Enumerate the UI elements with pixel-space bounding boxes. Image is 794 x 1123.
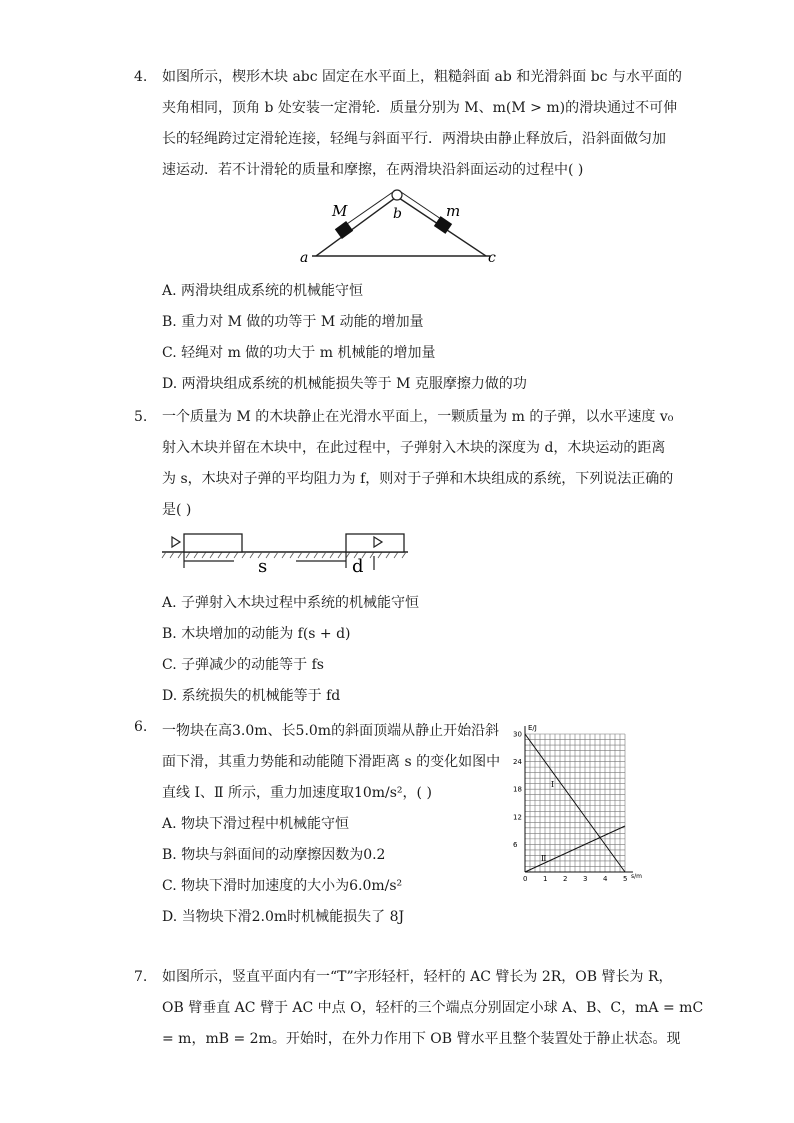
option-a: A. 物块下滑过程中机械能守恒: [162, 816, 350, 832]
y-tick-label: 30: [513, 730, 522, 739]
option-d: D. 系统损失的机械能等于 fd: [162, 688, 341, 704]
rope-left: [344, 192, 393, 226]
label-d: d: [352, 556, 364, 577]
question-number: 6.: [134, 719, 148, 735]
question-text-line: = m，mB = 2m。开始时，在外力作用下 OB 臂水平且整个装置处于静止状态。现: [162, 1031, 681, 1047]
option-b: B. 木块增加的动能为 f(s + d): [162, 626, 351, 642]
x-axis-label: s/m: [631, 873, 642, 880]
x-tick-label: 1: [543, 875, 548, 883]
question-text-line: 长的轻绳跨过定滑轮连接，轻绳与斜面平行．两滑块由静止释放后，沿斜面做匀加: [162, 131, 666, 147]
ground-hatch: [162, 552, 406, 558]
option-b: B. 物块与斜面间的动摩擦因数为0.2: [162, 847, 386, 863]
slope-ab: [316, 198, 395, 256]
y-tick-label: 18: [513, 785, 522, 794]
rope-right: [401, 192, 441, 219]
question-text-line: 面下滑，其重力势能和动能随下滑距离 s 的变化如图中: [162, 754, 501, 770]
question-text-line: 速运动．若不计滑轮的质量和摩擦，在两滑块沿斜面运动的过程中( ): [162, 162, 584, 178]
question-number: 7.: [134, 969, 148, 985]
x-tick-label: 3: [583, 875, 588, 883]
y-tick-label: 6: [513, 840, 518, 849]
energy-chart: [505, 712, 642, 883]
question-number: 5.: [134, 409, 148, 425]
option-c: C. 子弹减少的动能等于 fs: [162, 657, 324, 673]
block-initial: [184, 534, 242, 552]
question-number: 4.: [134, 69, 148, 85]
bullet-initial-icon: [172, 537, 180, 547]
series-label: Ⅰ: [551, 779, 555, 789]
option-b: B. 重力对 M 做的功等于 M 动能的增加量: [162, 314, 424, 330]
question-text-line: 一物块在高3.0m、长5.0m的斜面顶端从静止开始沿斜: [162, 723, 500, 739]
bullet-block-figure: [162, 528, 412, 580]
question-text-line: 为 s，木块对子弹的平均阻力为 f，则对于子弹和木块组成的系统，下列说法正确的: [162, 471, 674, 487]
label-b: b: [393, 206, 402, 222]
option-a: A. 两滑块组成系统的机械能守恒: [162, 283, 364, 299]
label-m: m: [446, 202, 461, 220]
x-tick-label: 2: [563, 875, 568, 883]
label-c: c: [488, 250, 496, 266]
wedge-figure: [300, 188, 500, 264]
question-text-line: 直线 Ⅰ、Ⅱ 所示，重力加速度取10m/s²，( ): [162, 785, 432, 801]
x-tick-label: 0: [523, 875, 528, 883]
block-M: [335, 221, 353, 239]
series-label: Ⅱ: [541, 853, 547, 863]
label-M: M: [332, 202, 348, 220]
option-c: C. 物块下滑时加速度的大小为6.0m/s²: [162, 878, 403, 894]
option-d: D. 两滑块组成系统的机械能损失等于 M 克服摩擦力做的功: [162, 376, 527, 392]
pulley-icon: [392, 190, 402, 200]
question-text-line: 一个质量为 M 的木块静止在光滑水平面上，一颗质量为 m 的子弹，以水平速度 v₀: [162, 409, 674, 425]
question-text-line: 如图所示，竖直平面内有一“T”字形轻杆，轻杆的 AC 臂长为 2R，OB 臂长为 R，: [162, 969, 673, 985]
question-7: [134, 962, 704, 1062]
question-text-line: 射入木块并留在木块中，在此过程中，子弹射入木块的深度为 d，木块运动的距离: [162, 440, 666, 456]
question-text-line: OB 臂垂直 AC 臂于 AC 中点 O，轻杆的三个端点分别固定小球 A、B、C，mA = mC: [162, 1000, 704, 1016]
label-a: a: [300, 250, 309, 266]
option-c: C. 轻绳对 m 做的功大于 m 机械能的增加量: [162, 345, 436, 361]
option-a: A. 子弹射入木块过程中系统的机械能守恒: [162, 595, 420, 611]
question-text-line: 如图所示，楔形木块 abc 固定在水平面上，粗糙斜面 ab 和光滑斜面 bc 与水平面的: [162, 69, 682, 85]
y-axis-label: E/J: [528, 724, 537, 732]
x-tick-label: 4: [603, 875, 608, 883]
question-text-line: 夹角相同，顶角 b 处安装一定滑轮．质量分别为 M、m(M > m)的滑块通过不可伸: [162, 100, 678, 116]
label-s: s: [258, 556, 268, 577]
question-text-line: 是( ): [162, 502, 192, 518]
y-tick-label: 12: [513, 813, 522, 822]
y-tick-label: 24: [513, 758, 522, 767]
question-4: [134, 62, 682, 402]
option-d: D. 当物块下滑2.0m时机械能损失了 8J: [162, 909, 405, 925]
x-tick-label: 5: [623, 875, 628, 883]
question-5: [134, 402, 674, 712]
